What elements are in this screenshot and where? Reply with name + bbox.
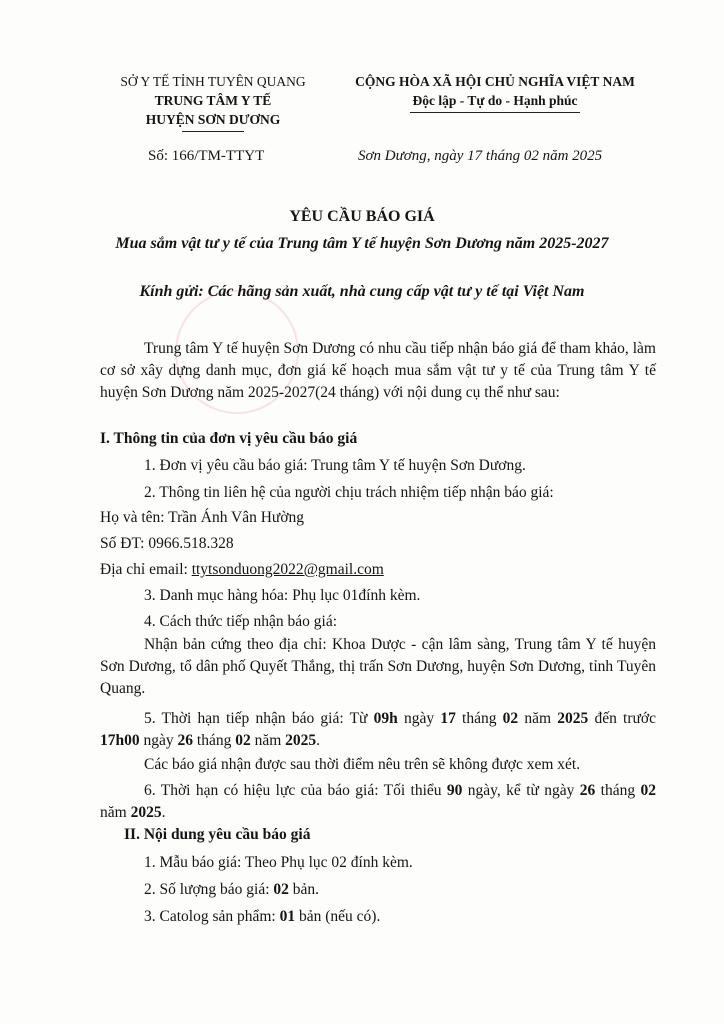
intro-paragraph: Trung tâm Y tế huyện Sơn Dương có nhu cầu tiếp nhận báo giá để tham khảo, làm cơ sở xây dựng danh mục, đơn giá kế hoạch mua sắm vật tư y tế của Trung tâm Y tế huyện Sơn Dương năm 2025-2027(24 tháng) với nội dung cụ thể như sau: <box>100 340 656 401</box>
contact-email-row <box>100 561 384 579</box>
nation-line-1: CỘNG HÒA XÃ HỘI CHỦ NGHĨA VIỆT NAM <box>355 74 635 89</box>
motto-underline <box>410 112 580 113</box>
section-2-item-1: 1. Mẫu báo giá: Theo Phụ lục 02 đính kèm. <box>144 854 413 871</box>
section-1-item-2: 2. Thông tin liên hệ của người chịu trách nhiệm tiếp nhận báo giá: <box>144 484 554 501</box>
place-and-date: Sơn Dương, ngày 17 tháng 02 năm 2025 <box>358 148 603 164</box>
late-submission-note: Các báo giá nhận được sau thời điểm nêu trên sẽ không được xem xét. <box>144 756 581 773</box>
section-2-item-3: 3. Catolog sản phẩm: 01 bản (nếu có). <box>144 908 381 925</box>
contact-name: Họ và tên: Trần Ánh Vân Hường <box>100 509 305 526</box>
section-1-item-4: 4. Cách thức tiếp nhận báo giá: <box>144 613 338 630</box>
section-1-item-3: 3. Danh mục hàng hóa: Phụ lục 01đính kèm. <box>144 587 421 604</box>
document-number: Số: 166/TM-TTYT <box>148 148 265 164</box>
receiving-address: Nhận bản cứng theo địa chỉ: Khoa Dược - cận lâm sàng, Trung tâm Y tế huyện Sơn Dương, tổ dân phố Quyết Thắng, thị trấn Sơn Dương, huyện Sơn Dương, tỉnh Tuyên Quang. <box>100 636 656 697</box>
section-1-item-6: 6. Thời hạn có hiệu lực của báo giá: Tối thiểu 90 ngày, kể từ ngày 26 tháng 02 năm 2025. <box>100 782 656 821</box>
email-label: Địa chỉ email: <box>100 561 192 578</box>
nation-line-2: Độc lập - Tự do - Hạnh phúc <box>412 93 578 108</box>
org-line-3: HUYỆN SƠN DƯƠNG <box>145 112 281 127</box>
recipient-line: Kính gửi: Các hãng sản xuất, nhà cung cấp vật tư y tế tại Việt Nam <box>139 283 585 300</box>
national-motto <box>334 72 656 113</box>
org-underline <box>182 131 244 132</box>
section-1-item-1: 1. Đơn vị yêu cầu báo giá: Trung tâm Y tế huyện Sơn Dương. <box>144 457 526 474</box>
section-2-heading: II. Nội dung yêu cầu báo giá <box>124 826 311 843</box>
section-2-item-2: 2. Số lượng báo giá: 02 bản. <box>144 881 320 898</box>
section-1-heading: I. Thông tin của đơn vị yêu cầu báo giá <box>100 430 358 447</box>
email-link[interactable]: ttytsonduong2022@gmail.com <box>191 561 384 578</box>
document-title: YÊU CẦU BÁO GIÁ <box>289 208 435 225</box>
org-line-2: TRUNG TÂM Y TẾ <box>154 93 272 108</box>
org-line-1: SỞ Y TẾ TỈNH TUYÊN QUANG <box>120 74 306 89</box>
section-1-item-5: 5. Thời hạn tiếp nhận báo giá: Từ 09h ngày 17 tháng 02 năm 2025 đến trước 17h00 ngày 26 tháng 02 năm 2025. <box>100 710 656 749</box>
issuing-organization <box>100 72 326 132</box>
document-subtitle: Mua sắm vật tư y tế của Trung tâm Y tế huyện Sơn Dương năm 2025-2027 <box>115 235 609 252</box>
contact-phone: Số ĐT: 0966.518.328 <box>100 535 234 552</box>
